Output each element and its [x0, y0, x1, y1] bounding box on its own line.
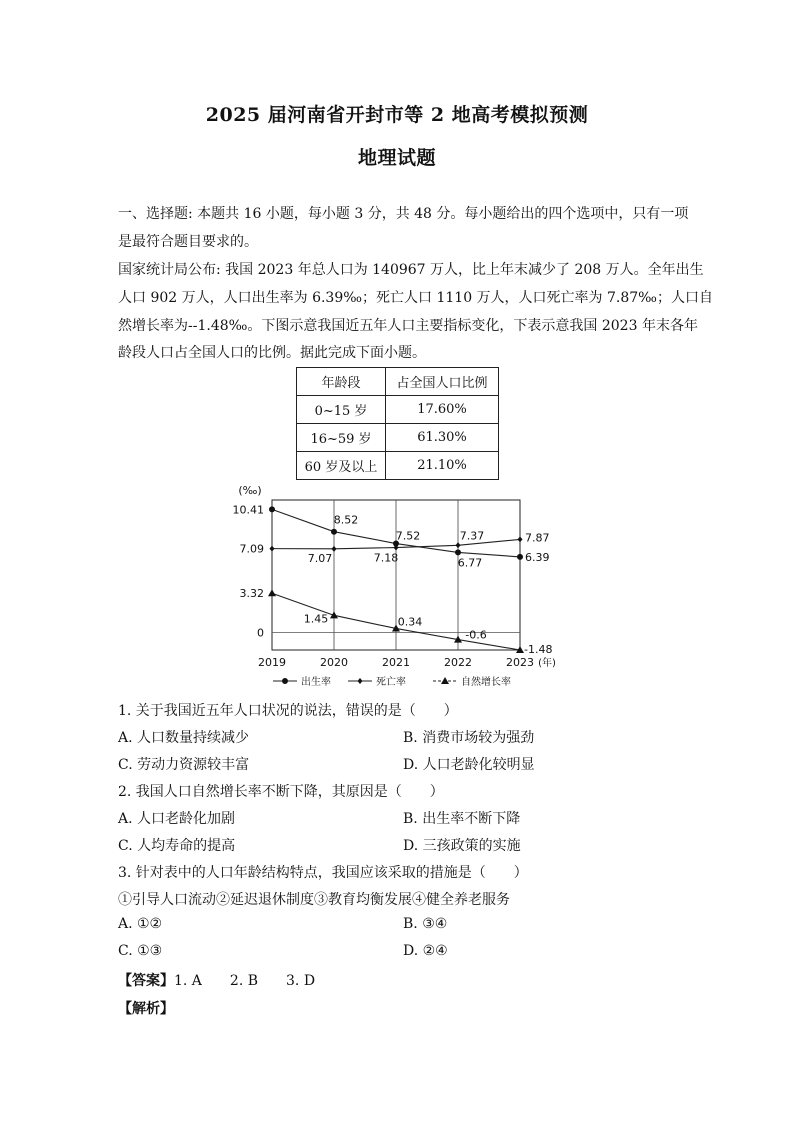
y-tick-label: 0 — [257, 626, 264, 640]
y-tick-label: 10.41 — [232, 503, 264, 517]
question-1-stem: 1. 关于我国近五年人口状况的说法，错误的是（ ） — [118, 703, 458, 719]
population-indicator-chart — [225, 478, 575, 693]
birth-rate-point — [455, 549, 461, 555]
table-cell: 60 岁及以上 — [297, 452, 386, 480]
birth-rate-data-label: 7.52 — [395, 529, 421, 543]
death-rate-point — [518, 536, 523, 542]
question-3-option-b: B. ③④ — [403, 916, 448, 932]
question-1-option-b: B. 消费市场较为强劲 — [403, 730, 535, 746]
answer-label: 【答案】 — [118, 973, 174, 989]
death-rate-data-label: 7.18 — [373, 551, 399, 565]
table-cell: 16~59 岁 — [297, 424, 386, 452]
table-cell: 21.10% — [386, 452, 499, 480]
table-header-cell: 年龄段 — [297, 368, 386, 396]
material-line-2: 人口 902 万人，人口出生率为 6.39‰；死亡人口 1110 万人，人口死亡率为 7.87‰；人口自 — [118, 290, 713, 306]
natural-growth-data-label: 0.34 — [397, 615, 423, 629]
death-rate-data-label: 7.37 — [459, 529, 485, 543]
birth-rate-data-label: 6.39 — [525, 550, 550, 564]
material-line-4: 龄段人口占全国人口的比例。据此完成下面小题。 — [118, 345, 426, 361]
table-cell: 0~15 岁 — [297, 396, 386, 424]
death-rate-point — [332, 546, 337, 552]
material-line-3: 然增长率为--1.48‰。下图示意我国近五年人口主要指标变化，下表示意我国 2023 年末各年 — [118, 318, 698, 334]
x-tick-label: 2021 — [382, 656, 410, 669]
question-3-stem: 3. 针对表中的人口年龄结构特点，我国应该采取的措施是（ ） — [118, 865, 528, 881]
legend-marker — [358, 678, 363, 684]
death-rate-data-label: 7.07 — [307, 551, 333, 565]
question-2-option-a: A. 人口老龄化加剧 — [118, 811, 236, 827]
natural-growth-data-label: 1.45 — [303, 612, 329, 626]
birth-rate-data-label: 6.77 — [457, 556, 483, 570]
legend-label: 出生率 — [301, 677, 331, 688]
x-tick-label: 2020 — [320, 656, 348, 669]
question-3-option-d: D. ②④ — [403, 943, 448, 959]
death-rate-point — [456, 542, 461, 548]
death-rate-point — [270, 546, 275, 552]
legend-label: 自然增长率 — [461, 677, 511, 688]
question-3-option-c: C. ①③ — [118, 943, 163, 959]
death-rate-data-label: 7.87 — [525, 531, 550, 545]
table-header-cell: 占全国人口比例 — [386, 368, 499, 396]
table-row — [297, 396, 499, 424]
answer-line — [118, 970, 315, 990]
answer-text: 1. A 2. B 3. D — [174, 973, 316, 989]
analysis-label: 【解析】 — [118, 1001, 174, 1017]
question-1-option-c: C. 劳动力资源较丰富 — [118, 757, 250, 773]
question-1-option-d: D. 人口老龄化较明显 — [403, 757, 535, 773]
table-row — [297, 452, 499, 480]
question-2-option-d: D. 三孩政策的实施 — [403, 838, 521, 854]
birth-rate-point — [331, 529, 337, 535]
question-2-option-c: C. 人均寿命的提高 — [118, 838, 236, 854]
table-header-row — [297, 368, 499, 396]
legend-label: 死亡率 — [376, 677, 406, 688]
x-axis-unit-label: (年) — [538, 658, 556, 669]
table-cell: 61.30% — [386, 424, 499, 452]
birth-rate-point — [517, 554, 523, 560]
question-1-option-a: A. 人口数量持续减少 — [118, 730, 250, 746]
question-3-choices: ①引导人口流动②延迟退休制度③教育均衡发展④健全养老服务 — [118, 892, 510, 908]
section-intro-line-2: 是最符合题目要求的。 — [118, 234, 258, 250]
natural-growth-data-label: -0.6 — [465, 628, 487, 642]
section-intro-line-1: 一、选择题: 本题共 16 小题，每小题 3 分，共 48 分。每小题给出的四个选项中，只有一项 — [118, 206, 689, 222]
legend-marker — [282, 678, 288, 684]
material-line-1: 国家统计局公布: 我国 2023 年总人口为 140967 万人，比上年末减少了 208 万人。全年出生 — [118, 262, 704, 278]
page-subtitle: 地理试题 — [357, 147, 436, 169]
y-tick-label: 7.09 — [239, 542, 264, 556]
question-3-option-a: A. ①② — [118, 916, 163, 932]
y-tick-label: 3.32 — [239, 587, 264, 601]
question-2-option-b: B. 出生率不断下降 — [403, 811, 521, 827]
age-structure-table — [296, 367, 499, 480]
natural-growth-data-label: -1.48 — [524, 643, 553, 656]
question-2-stem: 2. 我国人口自然增长率不断下降，其原因是（ ） — [118, 784, 444, 800]
birth-rate-point — [269, 506, 275, 512]
legend-marker — [441, 677, 449, 684]
table-row — [297, 424, 499, 452]
x-tick-label: 2023 — [506, 656, 534, 669]
natural-growth-rate-point — [268, 589, 276, 596]
table-cell: 17.60% — [386, 396, 499, 424]
x-tick-label: 2022 — [444, 656, 472, 669]
page-title: 2025 届河南省开封市等 2 地高考模拟预测 — [205, 104, 589, 126]
x-tick-label: 2019 — [258, 656, 286, 669]
y-axis-unit-label: (‰) — [238, 484, 262, 497]
birth-rate-data-label: 8.52 — [333, 513, 359, 527]
